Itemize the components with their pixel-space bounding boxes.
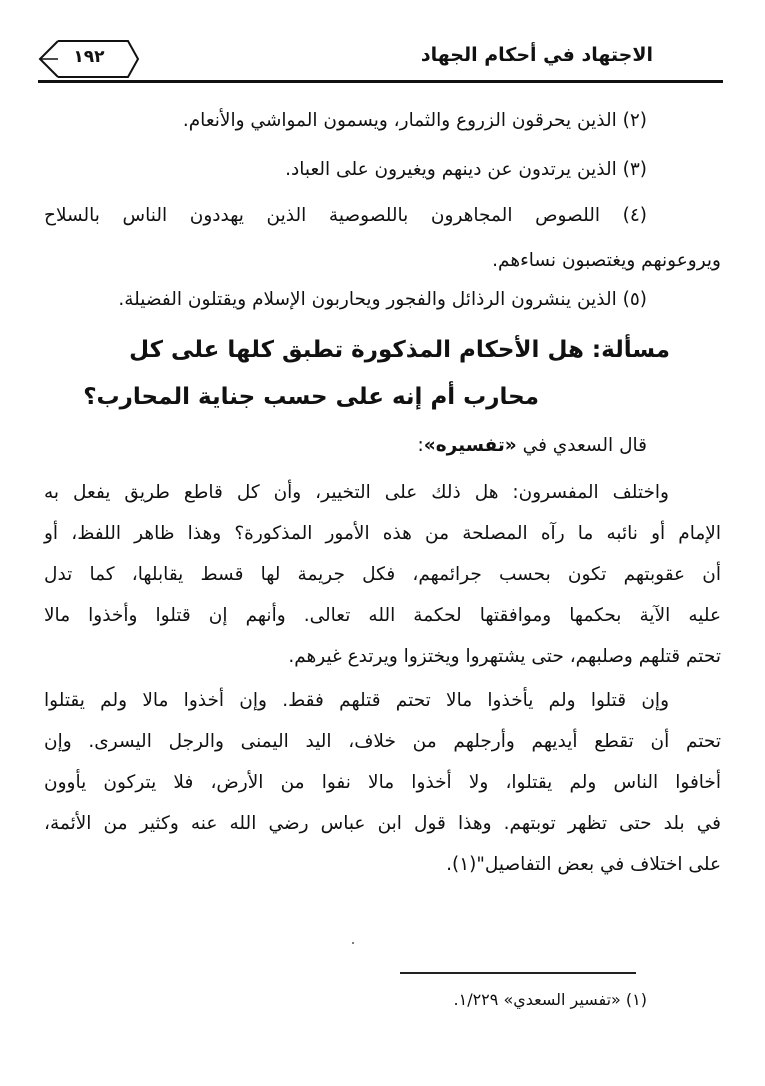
page-number-badge (38, 37, 140, 81)
section-heading: مسألة: هل الأحكام المذكورة تطبق كلها على كل (129, 337, 670, 363)
list-item: (٤) اللصوص المجاهرون باللصوصية الذين يهددون الناس بالسلاح (44, 205, 647, 226)
paragraph-line: الإمام أو نائبه ما رآه المصلحة من هذه الأمور المذكورة؟ وهذا ظاهر اللفظ، أو (44, 523, 721, 544)
paragraph-line: تحتم أن تقطع أيديهم وأرجلهم من خلاف، اليد اليمنى والرجل اليسرى. وإن (44, 731, 721, 752)
intro-suffix: : (417, 435, 424, 456)
quote-intro (418, 435, 647, 456)
paragraph-line: تحتم قتلهم وصلبهم، حتى يشتهروا ويختزوا ويرتدع غيرهم. (288, 646, 721, 667)
footnote-rule (400, 972, 636, 974)
paragraph-line: أن عقوبتهم تكون بحسب جرائمهم، فكل جريمة لها قسط يقابلها، كما تدل (44, 564, 721, 585)
footnote: (١) «تفسير السعدي» ١/٢٢٩. (453, 990, 647, 1009)
paragraph-line: على اختلاف في بعض التفاصيل"(١). (446, 854, 721, 875)
list-item: (٣) الذين يرتدون عن دينهم ويغيرون على العباد. (285, 159, 647, 180)
list-item: (٥) الذين ينشرون الرذائل والفجور ويحاربون الإسلام ويقتلون الفضيلة. (118, 289, 647, 310)
list-item-continuation: ويروعونهم ويغتصبون نساءهم. (492, 250, 721, 271)
paragraph-line: في بلد حتى تظهر توبتهم. وهذا قول ابن عباس رضي الله عنه وكثير من الأئمة، (44, 813, 721, 834)
section-heading: محارب أم إنه على حسب جناية المحارب؟ (83, 384, 539, 410)
running-title: الاجتهاد في أحكام الجهاد (420, 44, 653, 66)
paragraph-line: عليه الآية بحكمها وموافقتها لحكمة الله تعالى. وأنهم إن قتلوا وأخذوا مالا (44, 605, 721, 626)
intro-prefix: قال السعدي في (516, 435, 647, 456)
list-item: (٢) الذين يحرقون الزروع والثمار، ويسمون المواشي والأنعام. (182, 110, 647, 131)
header-rule (38, 80, 723, 83)
book-title: «تفسيره» (423, 435, 517, 456)
paragraph-line: واختلف المفسرون: هل ذلك على التخيير، وأن كل قاطع طريق يفعل به (44, 482, 669, 503)
paragraph-line: أخافوا الناس ولم يقتلوا، ولا أخذوا مالا نفوا من الأرض، فلا يتركون يأوون (44, 772, 721, 793)
paragraph-line: وإن قتلوا ولم يأخذوا مالا تحتم قتلهم فقط. وإن أخذوا مالا ولم يقتلوا (44, 690, 669, 711)
page-number: ١٩٢ (73, 47, 105, 67)
stray-mark (352, 942, 354, 944)
